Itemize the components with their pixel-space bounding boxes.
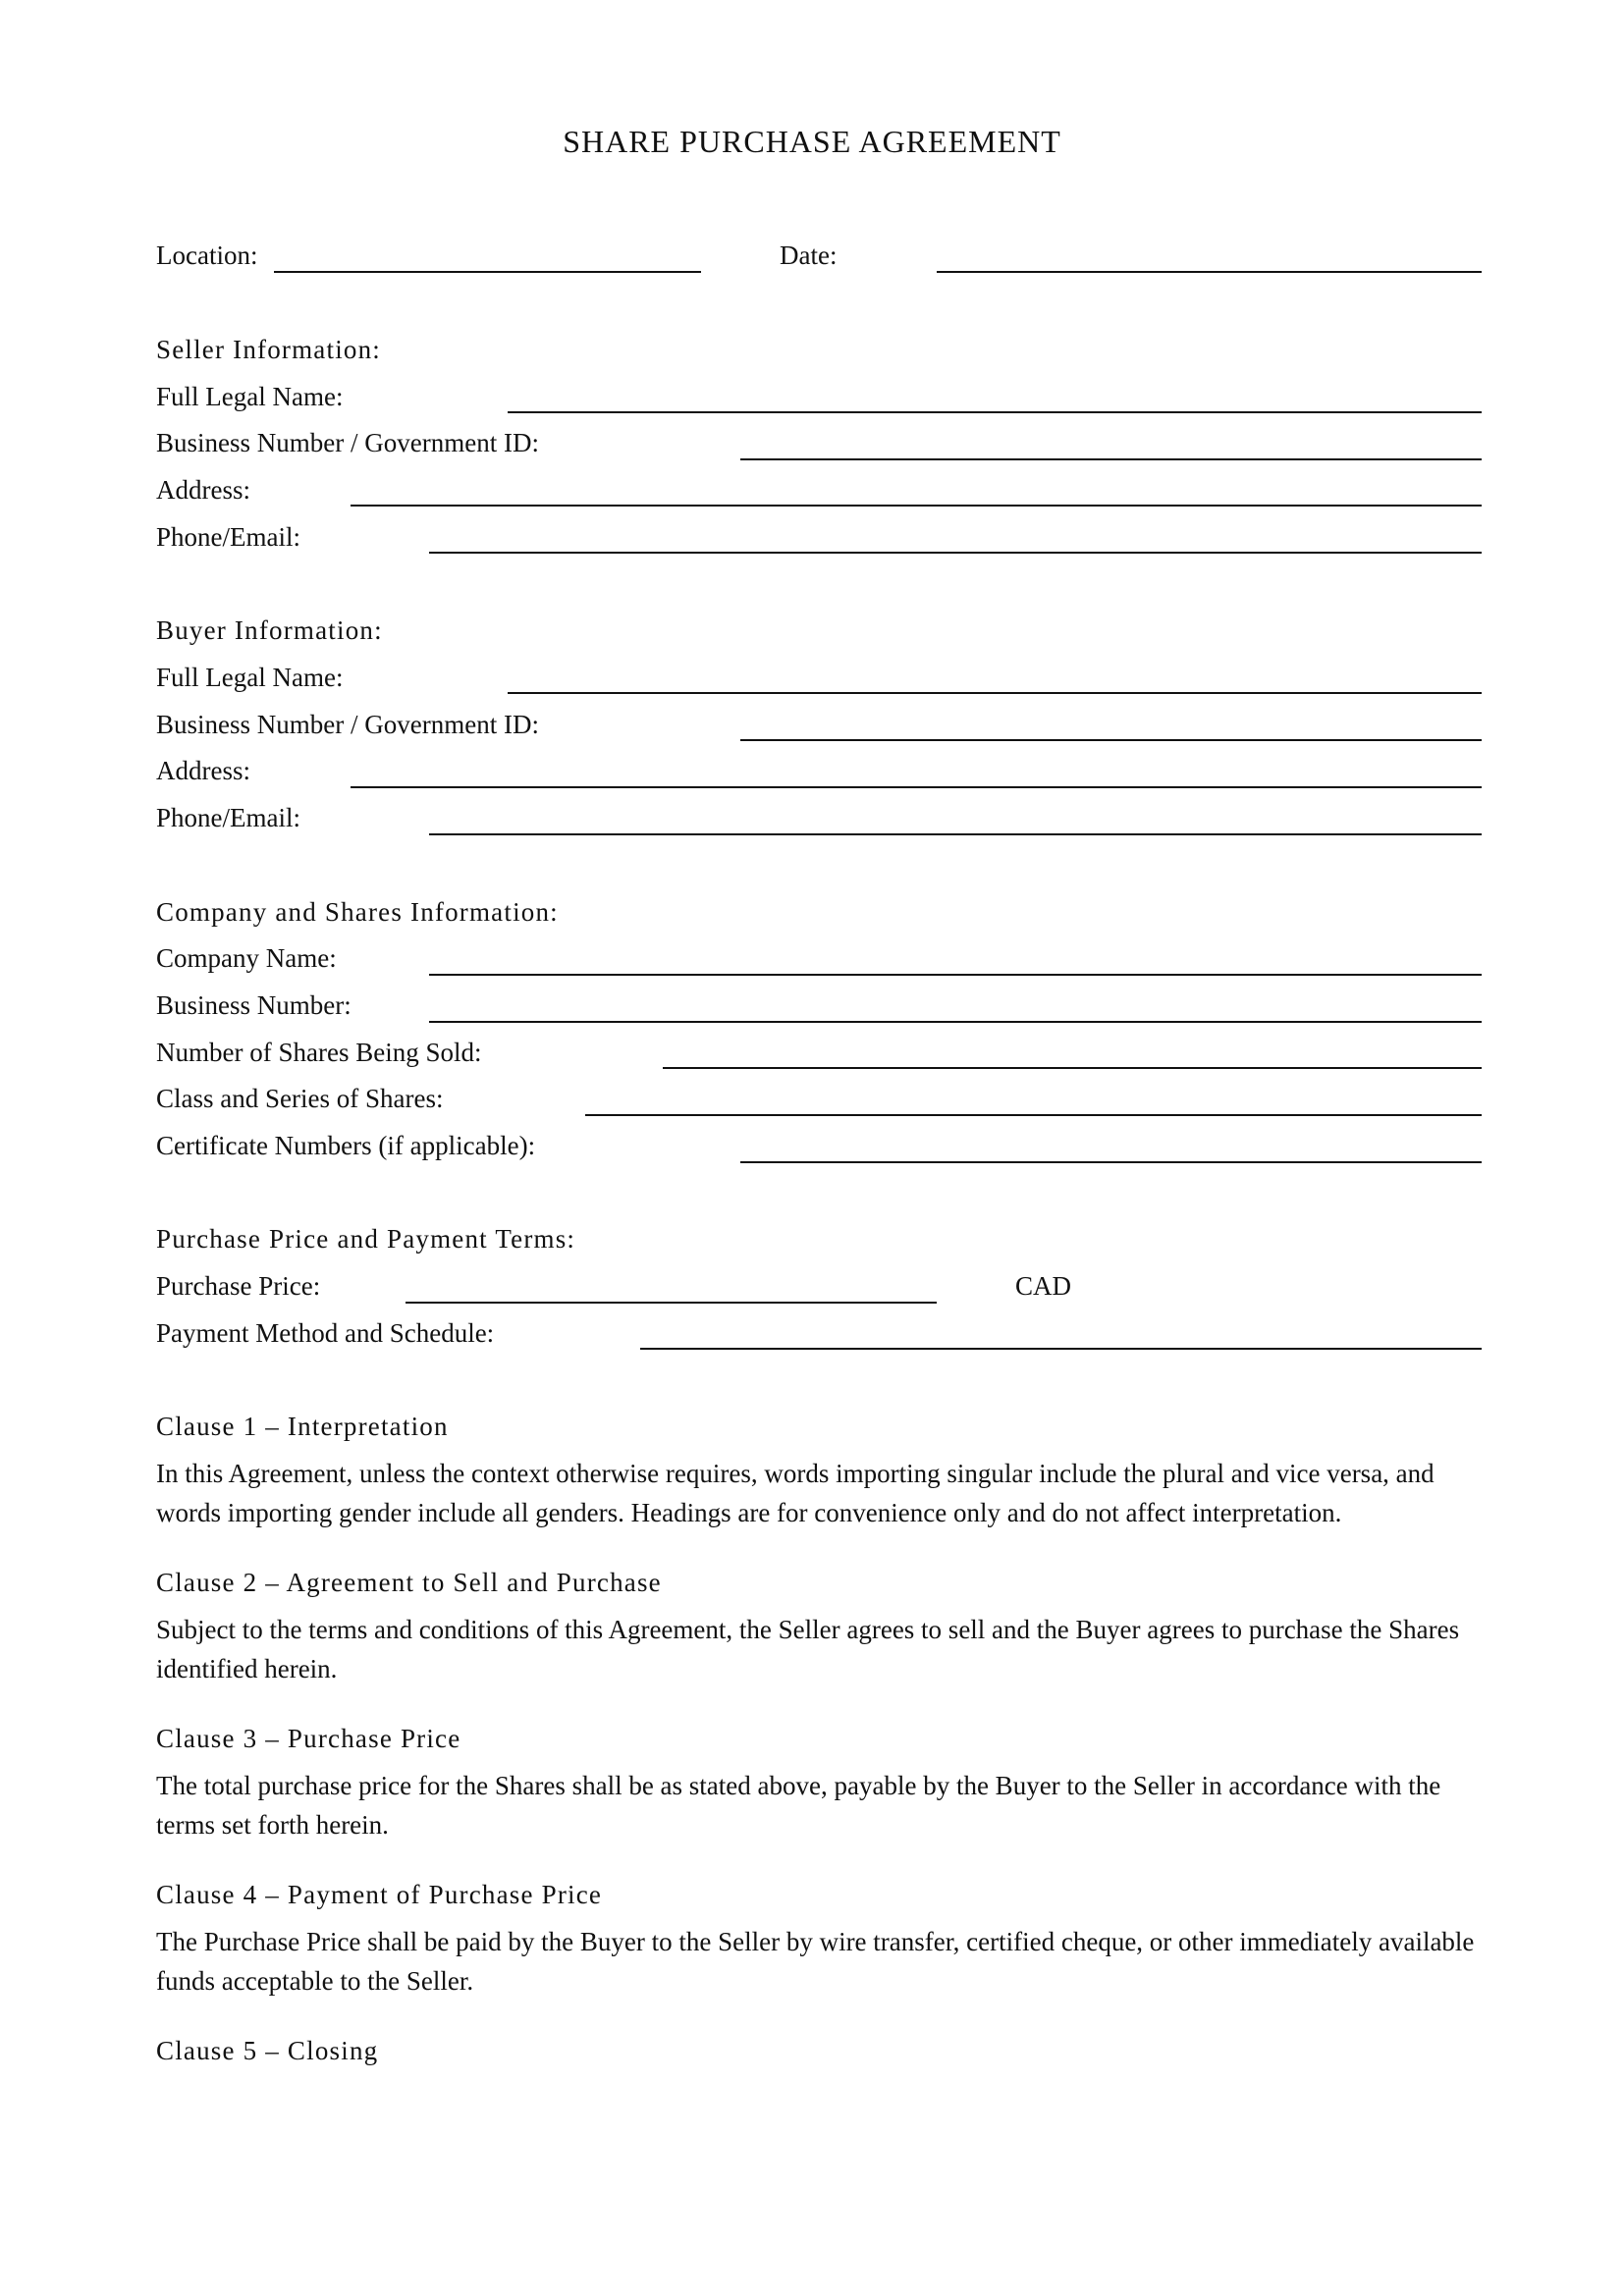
- clause-4-heading: Clause 4 – Payment of Purchase Price: [156, 1880, 603, 1909]
- class-series-field[interactable]: [585, 1114, 1482, 1116]
- purchase-price-label: Purchase Price:: [156, 1271, 321, 1301]
- company-heading: Company and Shares Information:: [156, 897, 559, 927]
- company-name-field[interactable]: [429, 974, 1482, 976]
- buyer-address-field[interactable]: [351, 786, 1482, 788]
- class-series-label: Class and Series of Shares:: [156, 1084, 444, 1113]
- payment-method-label: Payment Method and Schedule:: [156, 1318, 495, 1348]
- date-field[interactable]: [937, 271, 1482, 273]
- seller-heading: Seller Information:: [156, 335, 381, 364]
- seller-business-number-label: Business Number / Government ID:: [156, 428, 539, 457]
- clause-2-text: Subject to the terms and conditions of this Agreement, the Seller agrees to sell and the Buyer agrees to purchase the Shares identified herein.: [156, 1615, 1460, 1683]
- clause-1-text: In this Agreement, unless the context otherwise requires, words importing singular include the plural and vice versa, and words importing gender include all genders. Headings are for convenience only and do not affect interpretation.: [156, 1459, 1435, 1527]
- buyer-phone-email-label: Phone/Email:: [156, 803, 300, 832]
- company-business-number-field[interactable]: [429, 1021, 1482, 1023]
- currency-label: CAD: [1015, 1271, 1072, 1301]
- company-business-number-label: Business Number:: [156, 990, 352, 1020]
- clause-1-heading: Clause 1 – Interpretation: [156, 1412, 449, 1441]
- shares-sold-label: Number of Shares Being Sold:: [156, 1038, 482, 1067]
- seller-address-field[interactable]: [351, 505, 1482, 507]
- seller-full-name-label: Full Legal Name:: [156, 382, 344, 411]
- buyer-heading: Buyer Information:: [156, 615, 383, 645]
- buyer-phone-email-field[interactable]: [429, 833, 1482, 835]
- certificate-numbers-field[interactable]: [740, 1161, 1482, 1163]
- date-label: Date:: [780, 240, 838, 270]
- buyer-full-name-label: Full Legal Name:: [156, 663, 344, 692]
- shares-sold-field[interactable]: [663, 1067, 1482, 1069]
- buyer-business-number-label: Business Number / Government ID:: [156, 710, 539, 739]
- purchase-price-field[interactable]: [406, 1302, 937, 1304]
- seller-phone-email-label: Phone/Email:: [156, 522, 300, 552]
- buyer-full-name-field[interactable]: [508, 692, 1482, 694]
- company-name-label: Company Name:: [156, 943, 337, 973]
- clause-5-heading: Clause 5 – Closing: [156, 2036, 379, 2065]
- location-field[interactable]: [274, 271, 701, 273]
- payment-method-field[interactable]: [640, 1348, 1482, 1350]
- buyer-address-label: Address:: [156, 756, 250, 785]
- clause-3-heading: Clause 3 – Purchase Price: [156, 1724, 461, 1753]
- seller-full-name-field[interactable]: [508, 411, 1482, 413]
- clause-4-text: The Purchase Price shall be paid by the Buyer to the Seller by wire transfer, certified cheque, or other immediately available funds acceptable to the Seller.: [156, 1927, 1475, 1996]
- seller-address-label: Address:: [156, 475, 250, 505]
- location-label: Location:: [156, 240, 258, 270]
- certificate-numbers-label: Certificate Numbers (if applicable):: [156, 1131, 536, 1160]
- price-heading: Purchase Price and Payment Terms:: [156, 1224, 576, 1254]
- seller-phone-email-field[interactable]: [429, 552, 1482, 554]
- buyer-business-number-field[interactable]: [740, 739, 1482, 741]
- seller-business-number-field[interactable]: [740, 458, 1482, 460]
- clause-3-text: The total purchase price for the Shares shall be as stated above, payable by the Buyer to the Seller in accordance with the terms set forth herein.: [156, 1771, 1441, 1840]
- clause-2-heading: Clause 2 – Agreement to Sell and Purchase: [156, 1568, 662, 1597]
- document-title: SHARE PURCHASE AGREEMENT: [563, 124, 1061, 159]
